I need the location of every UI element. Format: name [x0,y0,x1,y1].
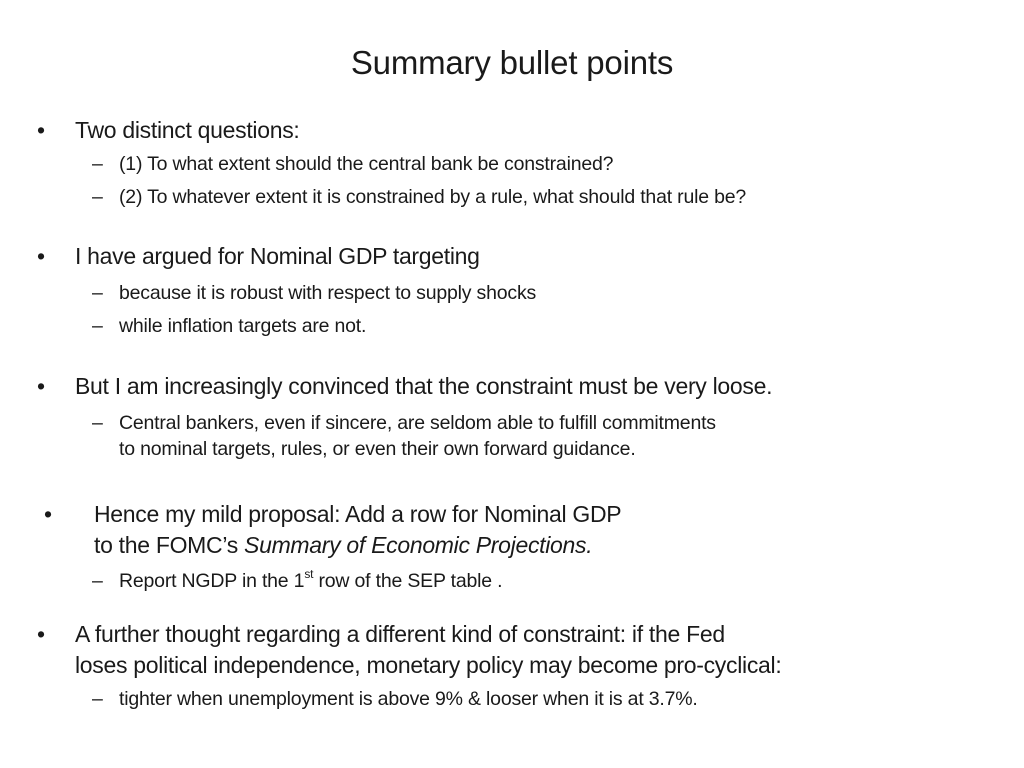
bullet-text-line-1: A further thought regarding a different kind of constraint: if the Fed [75,621,725,647]
bullet-constraint-loose [37,371,773,402]
sub-bullet-question-1 [92,151,614,177]
dash-marker: – [92,315,103,337]
sub-bullet-text-line-1: Central bankers, even if sincere, are seldom able to fulfill commitments [119,412,716,434]
dash-marker: – [92,282,103,304]
bullet-text-line-1: Hence my mild proposal: Add a row for Nominal GDP [94,501,622,527]
bullet-marker: • [37,373,45,399]
dash-marker: – [92,688,103,710]
dash-marker: – [92,186,103,208]
sub-bullet-text: (1) To what extent should the central bank be constrained? [119,153,614,175]
sub-bullet-central-bankers [92,410,716,462]
sub-bullet-pro-cyclical [92,686,698,712]
bullet-ngdp-targeting [37,241,480,272]
dash-marker: – [92,153,103,175]
sub-bullet-text: tighter when unemployment is above 9% & looser when it is at 3.7%. [119,688,698,710]
bullet-text: Two distinct questions: [75,117,300,143]
bullet-two-questions [37,115,300,146]
bullet-marker: • [44,501,52,527]
sub-bullet-text: (2) To whatever extent it is constrained by a rule, what should that rule be? [119,186,747,208]
bullet-text-line-2 [94,530,621,561]
sub-bullet-text-suffix: row of the SEP table . [313,570,503,592]
sub-bullet-inflation-targets [92,313,367,339]
sub-bullet-text: because it is robust with respect to supply shocks [119,282,537,304]
bullet-text-line-2: loses political independence, monetary policy may become pro-cyclical: [75,652,782,678]
sub-bullet-text-line-2: to nominal targets, rules, or even their own forward guidance. [119,438,636,460]
bullet-marker: • [37,117,45,143]
bullet-marker: • [37,621,45,647]
bullet-text-line-2-prefix: to the FOMC’s [94,532,245,558]
dash-marker: – [92,412,103,434]
sep-title-italic: Summary of Economic Projections. [244,532,593,558]
bullet-text: But I am increasingly convinced that the constraint must be very loose. [75,373,773,399]
sub-bullet-text: while inflation targets are not. [119,315,367,337]
sub-bullet-question-2 [92,184,747,210]
sub-bullet-text-prefix: Report NGDP in the 1 [119,570,305,592]
sub-bullet-supply-shocks [92,280,537,306]
bullet-mild-proposal [44,499,622,561]
sub-bullet-report-ngdp [92,567,503,594]
bullet-text: I have argued for Nominal GDP targeting [75,243,480,269]
dash-marker: – [92,570,103,592]
bullet-political-independence [37,619,782,681]
slide-title: Summary bullet points [350,44,674,81]
superscript-st: st [304,567,314,581]
bullet-marker: • [37,243,45,269]
